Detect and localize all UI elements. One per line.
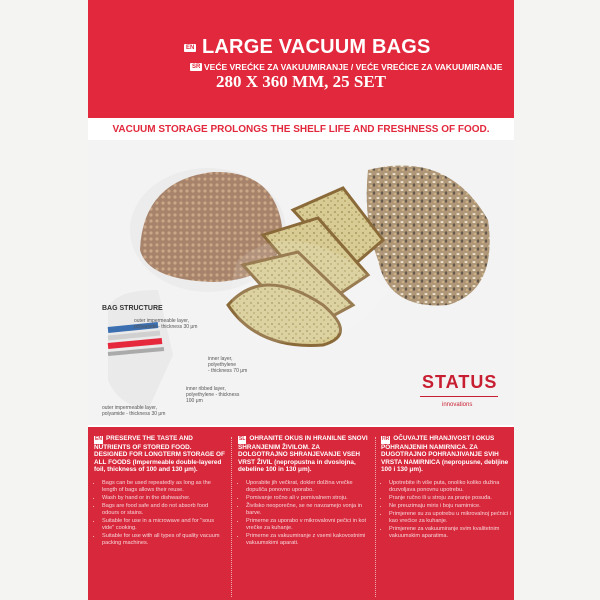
list-item: • Wash by hand or in the dishwasher.	[102, 495, 226, 502]
info-column-en	[94, 435, 226, 548]
bag-structure-title: BAG STRUCTURE	[102, 305, 163, 312]
lang-badge-en-col: EN	[95, 436, 102, 442]
list-item: • Primerne za uporabo v mikrovalovni pečici in kot vrečke za kuhanje.	[246, 518, 370, 532]
lang-badge-hr: HR	[382, 436, 390, 442]
column-divider	[375, 437, 376, 597]
info-column-hr	[381, 435, 513, 541]
tagline: VACUUM STORAGE PROLONGS THE SHELF LIFE AND FRESHNESS OF FOOD.	[112, 124, 490, 135]
list-item: • Upotrebite ih više puta, onoliko koliko dužina dozvoljava ponovnu upotrebu.	[389, 480, 513, 494]
list-item: • Suitable for use in a microwave and for "sous vide" cooking.	[102, 518, 226, 532]
list-item: • Pomivanje ročno ali v pomivalnem stroju.	[246, 495, 370, 502]
list-item: • Primjerene su za upotrebu u mikrovalnoj pećnici i kao vrećice za kuhanje.	[389, 511, 513, 525]
list-item: • Živilsko neoporečne, se ne navzamejo vonja in barve.	[246, 503, 370, 517]
info-heading-sl: SL OHRANITE OKUS IN HRANILNE SNOVI SHRANJENIM ŽIVILOM. ZA DOLGOTRAJNO SHRANJEVANJE VSEH VRST ŽIVIL (nepropustna in dvoslojna, debeline 100 in 130 μm).	[238, 435, 368, 474]
header-band	[88, 0, 514, 118]
column-divider	[231, 437, 232, 597]
lang-badge-en: EN	[186, 45, 195, 51]
list-item: • Ne preuzimaju miris i boju namirnice.	[389, 503, 513, 510]
info-list-en	[94, 480, 226, 547]
lang-badge-sl: SL	[239, 436, 246, 442]
list-item: • Suitable for use with all types of quality vacuum packing machines.	[102, 533, 226, 547]
brand-subtitle: innovations	[442, 402, 473, 408]
inner-ribbed-layer-label: inner ribbed layer, polyethylene - thickness 100 μm	[186, 386, 240, 404]
info-list-hr	[381, 480, 513, 540]
product-subtitle: VEĆE VREĆKE ZA VAKUUMIRANJE / VEĆE VREĆICE ZA VAKUUMIRANJE	[204, 62, 503, 72]
lang-badge-sr: SR	[192, 64, 201, 70]
product-size: 280 X 360 MM, 25 SET	[216, 72, 386, 91]
brand-logo: STATUS	[422, 372, 498, 392]
list-item: • Uporabite jih večkrat, dokler dolžina vrečke dopušča ponovno uporabo.	[246, 480, 370, 494]
list-item: • Bags can be used repeatedly as long as the length of bags allows their reuse.	[102, 480, 226, 494]
brand-underline	[420, 396, 498, 397]
list-item: • Pranje ručno ili u stroju za pranje posuđa.	[389, 495, 513, 502]
outer-layer-bottom-label: outer impermeable layer, polyamide - thickness 30 μm	[102, 405, 166, 417]
product-title: LARGE VACUUM BAGS	[202, 36, 431, 58]
list-item: • Primerne za vakuumiranje z vsemi kakovostnimi vakuumskimi aparati.	[246, 533, 370, 547]
info-list-sl	[238, 480, 370, 547]
info-panel	[88, 427, 514, 600]
inner-layer-label: inner layer, polyethylene - thickness 70 μm	[208, 356, 248, 374]
info-heading-en: EN PRESERVE THE TASTE AND NUTRIENTS OF STORED FOOD. DESIGNED FOR LONGTERM STORAGE OF ALL FOODS (Impermeable double-layered foil, thickness of 100 and 130 μm).	[94, 435, 225, 474]
info-heading-hr: HR OČUVAJTE HRANJIVOST I OKUS POHRANJENIH NAMIRNICA. ZA DUGOTRAJNO POHRANJIVANJE SVIH VRSTA NAMIRNICA (nepropusne, debljine 100 i 130 μm).	[381, 435, 509, 474]
list-item: • Bags are food safe and do not absorb food odours or stains.	[102, 503, 226, 517]
list-item: • Primjerene za vakuumiranje svim kvalitetnim vakuumskim aparatima.	[389, 526, 513, 540]
packaging-card	[88, 0, 514, 600]
info-column-sl	[238, 435, 370, 548]
outer-layer-top-label: outer impermeable layer, polyamide - thickness 30 μm	[134, 318, 198, 330]
